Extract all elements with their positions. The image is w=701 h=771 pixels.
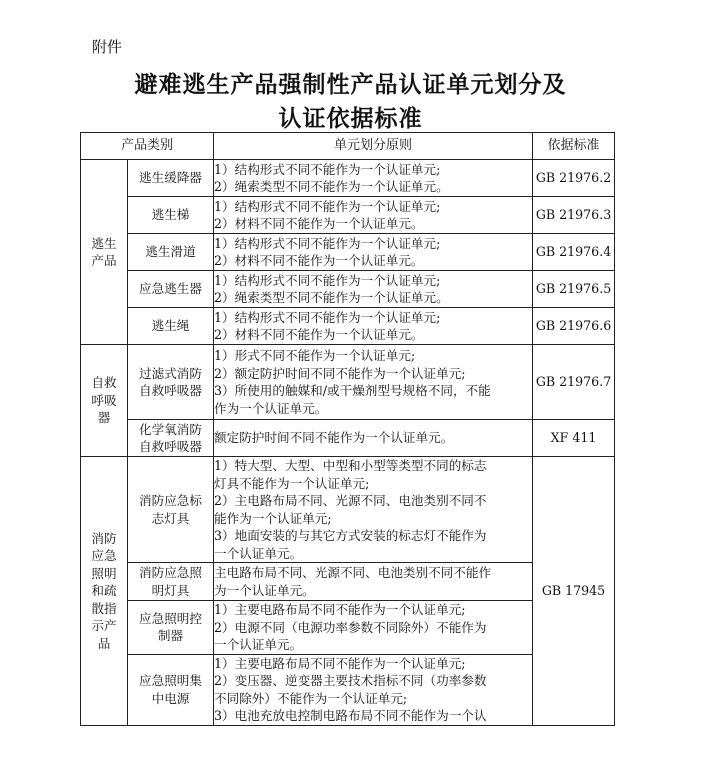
rule-text: 1）特大型、大型、中型和小型等类型不同的标志 bbox=[214, 458, 487, 473]
rule-text: 2）绳索类型不同不能作为一个认证单元。 bbox=[214, 179, 449, 194]
rule-item bbox=[214, 457, 532, 492]
standard-cell: GB 21976.7 bbox=[533, 345, 615, 420]
product-name: 应急照明集 bbox=[139, 673, 202, 688]
standard-cell: GB 17945 bbox=[533, 457, 615, 726]
standard-cell: GB 21976.5 bbox=[533, 271, 615, 308]
rule-text: 2）材料不同不能作为一个认证单元。 bbox=[214, 327, 424, 342]
rule-text: 一个认证单元。 bbox=[214, 637, 303, 652]
product-name: 化学氧消防 bbox=[139, 421, 202, 437]
product-name: 应急照明控 bbox=[139, 610, 202, 626]
standard-cell: GB 21976.3 bbox=[533, 197, 615, 234]
standard-cell: XF 411 bbox=[533, 420, 615, 457]
table-row bbox=[81, 197, 615, 234]
unit-principle-cell bbox=[214, 601, 533, 655]
rule-text: 1）结构形式不同不能作为一个认证单元; bbox=[214, 272, 441, 288]
rule-item bbox=[214, 655, 532, 673]
category-label: 呼吸 bbox=[91, 392, 117, 408]
category-cell bbox=[81, 457, 128, 726]
rule-text: 作为一个认证单元。 bbox=[214, 400, 328, 416]
rule-text: 1）主要电路布局不同不能作为一个认证单元; bbox=[214, 602, 466, 617]
rule-item bbox=[214, 619, 532, 654]
category-label: 和疏 bbox=[91, 583, 117, 598]
unit-principle-cell bbox=[214, 234, 533, 271]
table-row bbox=[81, 345, 615, 420]
rule-text: 2）绳索类型不同不能作为一个认证单元。 bbox=[214, 290, 449, 305]
product-name-cell bbox=[128, 563, 214, 601]
product-name: 逃生绳 bbox=[151, 318, 190, 334]
rule-item bbox=[214, 601, 532, 619]
product-name-cell bbox=[128, 160, 214, 197]
product-name: 逃生梯 bbox=[151, 207, 190, 223]
unit-principle-cell bbox=[214, 197, 533, 234]
attachment-label: 附件 bbox=[92, 38, 123, 56]
rule-text: 为一个认证单元。 bbox=[214, 582, 315, 598]
product-name: 自救呼吸器 bbox=[139, 383, 202, 398]
unit-principle-cell bbox=[214, 420, 533, 457]
product-name-cell bbox=[128, 457, 214, 563]
rule-item bbox=[214, 272, 532, 290]
product-name-cell bbox=[128, 308, 214, 345]
rule-item bbox=[214, 365, 532, 383]
rule-text: 1）结构形式不同不能作为一个认证单元; bbox=[214, 161, 441, 177]
category-label: 品 bbox=[97, 635, 111, 651]
rule-item bbox=[214, 252, 532, 270]
rule-text: 1）形式不同不能作为一个认证单元; bbox=[214, 348, 416, 363]
rule-text: 额定防护时间不同不能作为一个认证单元。 bbox=[214, 430, 454, 446]
category-label: 产品 bbox=[91, 253, 117, 268]
rule-text: 2）材料不同不能作为一个认证单元。 bbox=[214, 253, 424, 268]
product-name: 制器 bbox=[157, 628, 184, 644]
rule-item bbox=[214, 527, 532, 562]
table-row bbox=[81, 271, 615, 308]
standard-cell: GB 21976.2 bbox=[533, 160, 615, 197]
table-row bbox=[81, 160, 615, 197]
rule-text: 1）结构形式不同不能作为一个认证单元; bbox=[214, 198, 441, 214]
category-label: 散指 bbox=[91, 600, 117, 616]
standard-cell: GB 21976.4 bbox=[533, 234, 615, 271]
unit-principle-cell bbox=[214, 345, 533, 420]
category-label: 示产 bbox=[91, 618, 117, 633]
table-row bbox=[81, 234, 615, 271]
rule-item bbox=[214, 672, 532, 707]
table-row bbox=[81, 457, 615, 563]
rule-item bbox=[214, 326, 532, 344]
product-name-cell bbox=[128, 601, 214, 655]
product-name: 消防应急标 bbox=[139, 493, 202, 508]
unit-principle-cell bbox=[214, 271, 533, 308]
document-title-line-2: 认证依据标准 bbox=[278, 105, 423, 132]
product-name: 逃生缓降器 bbox=[139, 170, 202, 186]
rule-text: 1）结构形式不同不能作为一个认证单元; bbox=[214, 309, 441, 325]
certification-unit-table bbox=[80, 132, 615, 726]
product-name: 明灯具 bbox=[151, 582, 190, 598]
product-name: 应急逃生器 bbox=[139, 281, 202, 297]
product-name: 消防应急照 bbox=[139, 565, 202, 580]
rule-text: 2）材料不同不能作为一个认证单元。 bbox=[214, 216, 424, 231]
rule-text: 2）变压器、逆变器主要技术指标不同（功率参数 bbox=[214, 673, 487, 688]
rule-item bbox=[214, 178, 532, 196]
unit-principle-cell bbox=[214, 160, 533, 197]
category-cell bbox=[81, 345, 128, 457]
product-name: 过滤式消防 bbox=[139, 365, 202, 381]
header-standard: 依据标准 bbox=[533, 133, 615, 160]
rule-text: 3）地面安装的与其它方式安装的标志灯不能作为 bbox=[214, 528, 487, 543]
product-name-cell bbox=[128, 654, 214, 725]
table-row bbox=[81, 308, 615, 345]
product-name-cell bbox=[128, 345, 214, 420]
product-name-cell bbox=[128, 271, 214, 308]
product-name-cell bbox=[128, 420, 214, 457]
rule-text: 主电路布局不同、光源不同、电池类别不同不能作 bbox=[214, 565, 492, 580]
unit-principle-cell bbox=[214, 654, 533, 725]
product-name-cell bbox=[128, 197, 214, 234]
rule-item bbox=[214, 235, 532, 253]
rule-text: 1）主要电路布局不同不能作为一个认证单元; bbox=[214, 655, 466, 671]
rule-item bbox=[214, 289, 532, 307]
category-label: 应急 bbox=[91, 548, 117, 563]
rule-item bbox=[214, 215, 532, 233]
category-label: 器 bbox=[97, 410, 111, 426]
standard-cell: GB 21976.6 bbox=[533, 308, 615, 345]
rule-item bbox=[214, 429, 532, 447]
document-title-line-1: 避难逃生产品强制性产品认证单元划分及 bbox=[134, 71, 567, 98]
unit-principle-cell bbox=[214, 563, 533, 601]
rule-item bbox=[214, 347, 532, 365]
rule-item bbox=[214, 382, 532, 417]
category-cell bbox=[81, 160, 128, 345]
rule-item bbox=[214, 309, 532, 327]
rule-item bbox=[214, 198, 532, 216]
category-label: 逃生 bbox=[91, 235, 117, 251]
product-name: 志灯具 bbox=[151, 510, 190, 526]
product-name: 逃生滑道 bbox=[145, 244, 196, 260]
rule-item bbox=[214, 492, 532, 527]
rule-text: 1）结构形式不同不能作为一个认证单元; bbox=[214, 235, 441, 251]
category-label: 消防 bbox=[91, 530, 117, 546]
header-product-category: 产品类别 bbox=[81, 133, 214, 160]
table-header-row bbox=[81, 133, 615, 160]
unit-principle-cell bbox=[214, 308, 533, 345]
rule-text: 不同除外）不能作为一个认证单元; bbox=[214, 690, 408, 706]
product-name: 自救呼吸器 bbox=[139, 439, 202, 454]
header-unit-principle: 单元划分原则 bbox=[214, 133, 533, 160]
product-name: 中电源 bbox=[151, 690, 190, 706]
table-body bbox=[81, 160, 615, 726]
rule-text: 2）电源不同（电源功率参数不同除外）不能作为 bbox=[214, 619, 487, 635]
rule-text: 一个认证单元。 bbox=[214, 545, 303, 561]
category-label: 自救 bbox=[91, 375, 117, 391]
unit-principle-cell bbox=[214, 457, 533, 563]
rule-text: 2）额定防护时间不同不能作为一个认证单元; bbox=[214, 365, 466, 381]
rule-text: 2）主电路布局不同、光源不同、电池类别不同不 bbox=[214, 493, 487, 508]
table-row bbox=[81, 420, 615, 457]
rule-text: 能作为一个认证单元; bbox=[214, 510, 332, 526]
rule-item bbox=[214, 161, 532, 179]
product-name-cell bbox=[128, 234, 214, 271]
category-label: 照明 bbox=[91, 565, 117, 581]
rule-text: 灯具不能作为一个认证单元; bbox=[214, 475, 370, 491]
rule-item bbox=[214, 707, 532, 725]
rule-text: 3）所使用的触媒和/或干燥剂型号规格不同，不能 bbox=[214, 383, 491, 398]
rule-text: 3）电池充放电控制电路布局不同不能作为一个认 bbox=[214, 708, 487, 723]
rule-item bbox=[214, 564, 532, 599]
